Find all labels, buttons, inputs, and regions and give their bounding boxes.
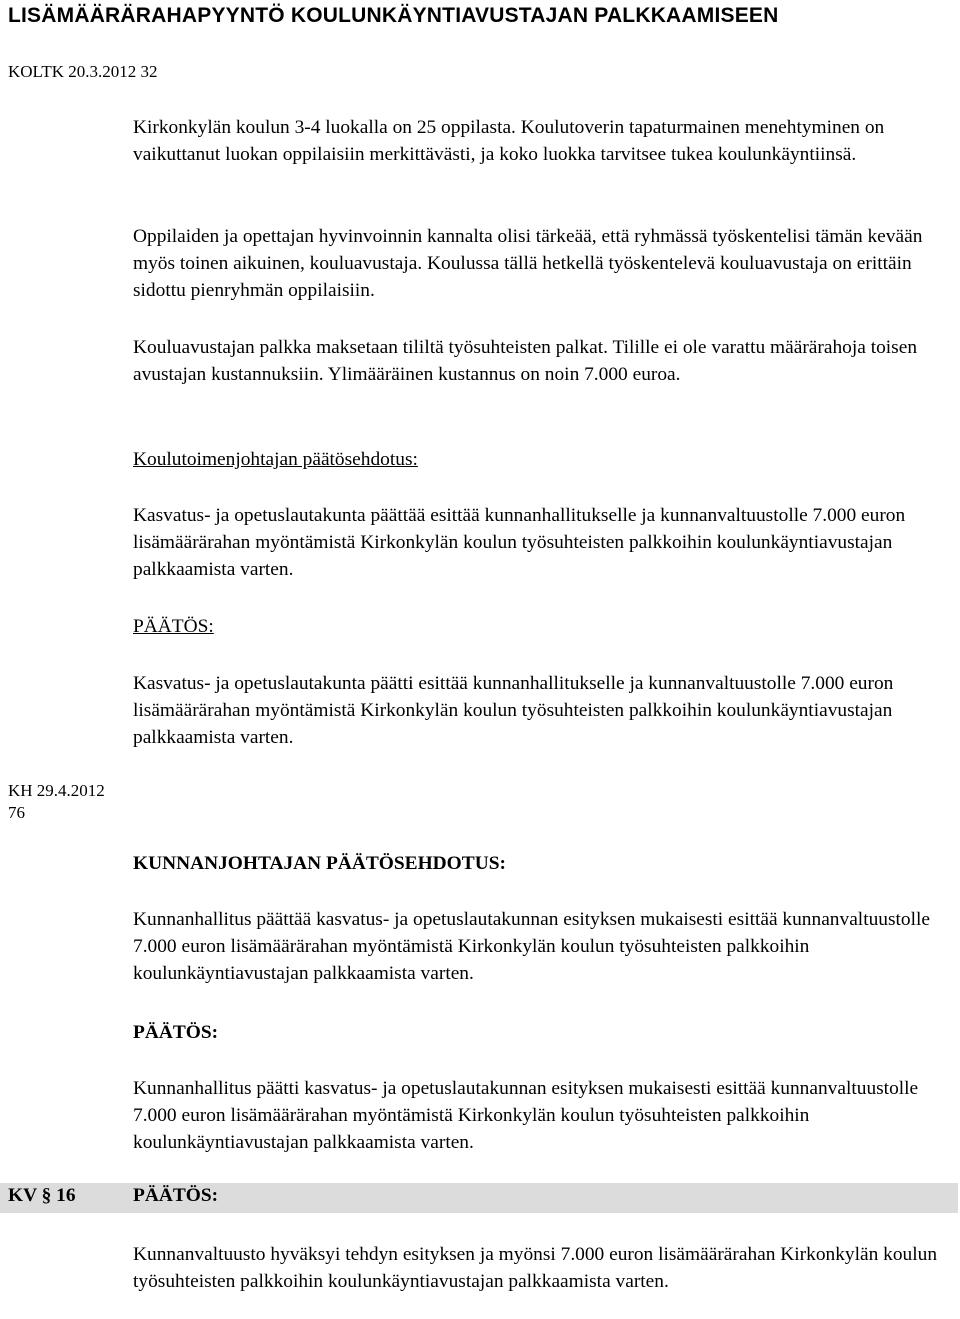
kh-date: KH 29.4.2012 [8, 781, 105, 800]
kv-section-label: KV § 16 [8, 1185, 76, 1206]
paragraph-wellbeing: Oppilaiden ja opettajan hyvinvoinnin kannalta olisi tärkeää, että ryhmässä työskentelisi tämän kevään myös toinen aikuinen, kouluavustaja. Koulussa tällä hetkellä työskentelevä kouluavustaja on erittäin sidottu pienryhmän oppilaisiin. [133, 226, 923, 302]
koltk-reference: KOLTK 20.3.2012 32 [8, 62, 158, 81]
paragraph-class-situation: Kirkonkylän koulun 3-4 luokalla on 25 oppilasta. Koulutoverin tapaturmainen menehtyminen on vaikuttanut luokan oppilaisiin merkittävästi, ja koko luokka tarvitsee tukea koulunkäyntiinsä. [133, 117, 885, 166]
paragraph-decision-2: Kunnanhallitus päätti kasvatus- ja opetuslautakunnan esityksen mukaisesti esittää kunnanvaltuustolle 7.000 euron lisämäärärahan myöntämistä Kirkonkylän koulun työsuhteisten palkkoihin koulunkäyntiavustajan palkkaamista varten. [133, 1078, 919, 1154]
heading-mayor-proposal: KUNNANJOHTAJAN PÄÄTÖSEHDOTUS: [133, 853, 506, 874]
paragraph-costs: Kouluavustajan palkka maksetaan tililtä työsuhteisten palkat. Tilille ei ole varattu määrärahoja toisen avustajan kustannuksiin. Ylimääräinen kustannus on noin 7.000 euroa. [133, 337, 918, 386]
paragraph-mayor-proposal: Kunnanhallitus päättää kasvatus- ja opetuslautakunnan esityksen mukaisesti esittää kunnanvaltuustolle 7.000 euron lisämäärärahan myöntämistä Kirkonkylän koulun työsuhteisten palkkoihin koulunkäyntiavustajan palkkaamista varten. [133, 909, 930, 985]
paragraph-decision-1: Kasvatus- ja opetuslautakunta päätti esittää kunnanhallitukselle ja kunnanvaltuustolle 7.000 euron lisämäärärahan myöntämistä Kirkonkylän koulun työsuhteisten palkkoihin koulunkäyntiavustajan palkkaamista varten. [133, 673, 894, 749]
heading-decision-1: PÄÄTÖS: [133, 616, 214, 637]
heading-decision-2: PÄÄTÖS: [133, 1022, 219, 1043]
kh-reference [8, 780, 105, 824]
document-title: LISÄMÄÄRÄRAHAPYYNTÖ KOULUNKÄYNTIAVUSTAJAN PALKKAAMISEEN [8, 4, 779, 27]
heading-decision-3: PÄÄTÖS: [133, 1185, 219, 1206]
paragraph-decision-3: Kunnanvaltuusto hyväksyi tehdyn esityksen ja myönsi 7.000 euron lisämäärärahan Kirkonkylän koulun työsuhteisten palkkoihin koulunkäyntiavustajan palkkaamista varten. [133, 1244, 938, 1293]
heading-director-proposal: Koulutoimenjohtajan päätösehdotus: [133, 449, 418, 470]
kh-section: 76 [8, 803, 25, 822]
paragraph-director-proposal: Kasvatus- ja opetuslautakunta päättää esittää kunnanhallitukselle ja kunnanvaltuustolle 7.000 euron lisämäärärahan myöntämistä Kirkonkylän koulun työsuhteisten palkkoihin koulunkäyntiavustajan palkkaamista varten. [133, 505, 906, 581]
